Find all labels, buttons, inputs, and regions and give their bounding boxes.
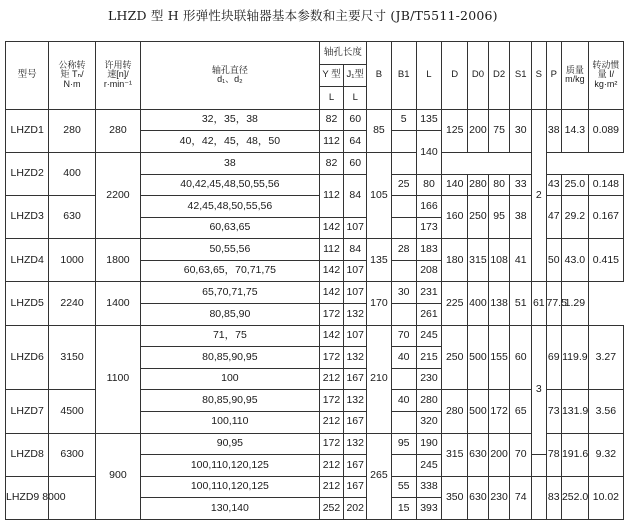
p-cell: 69	[546, 325, 561, 390]
d-cell: 160	[442, 196, 468, 239]
l-cell: 173	[416, 217, 442, 239]
b-cell: 265	[367, 433, 392, 520]
b1-cell: 40	[391, 390, 416, 412]
s1-cell: 41	[510, 239, 532, 282]
mass-cell: 131.9	[561, 390, 588, 433]
len-j-cell: 64	[344, 131, 367, 153]
model-cell: LHZD4	[6, 239, 49, 282]
mass-cell: 43.0	[561, 239, 588, 282]
header-inertia: 转动惯 量 I/ kg·m²	[588, 42, 623, 110]
inertia-cell: 0.089	[588, 109, 623, 152]
bore-cell: 32，35，38	[141, 109, 319, 131]
d0-cell: 315	[468, 239, 489, 282]
header-mass: 质量 m/kg	[561, 42, 588, 110]
bore-cell: 100	[141, 368, 319, 390]
l-cell: 280	[416, 390, 442, 412]
inertia-cell: 0.167	[588, 196, 623, 239]
table-title: LHZD 型 H 形弹性块联轴器基本参数和主要尺寸 (JB/T5511-2006)	[108, 8, 498, 23]
header-len-y: L	[319, 87, 344, 110]
s1-cell: 38	[510, 196, 532, 239]
len-y-cell: 172	[319, 390, 344, 412]
s1-cell: 70	[510, 433, 532, 476]
torque-cell: 280	[49, 109, 95, 152]
p-cell: 47	[546, 196, 561, 239]
d2-cell: 108	[488, 239, 510, 282]
mass-cell: 77.5	[546, 282, 561, 325]
mass-cell: 252.0	[561, 476, 588, 519]
model-cell: LHZD2	[6, 152, 49, 195]
b-cell: 105	[367, 152, 392, 238]
b-cell: 170	[367, 282, 392, 325]
d2-cell: 95	[488, 196, 510, 239]
b1-cell: 28	[391, 239, 416, 261]
p-cell: 78	[546, 433, 561, 476]
d2-cell: 155	[488, 325, 510, 390]
b1-cell	[391, 260, 416, 282]
header-D: D	[442, 42, 468, 110]
inertia-cell: 1.29	[561, 282, 588, 325]
p-cell: 38	[546, 109, 561, 152]
model-cell: LHZD1	[6, 109, 49, 152]
bore-cell: 80,85,90	[141, 304, 319, 326]
b1-cell: 5	[391, 109, 416, 131]
d0-cell: 630	[468, 433, 489, 476]
b1-cell	[391, 152, 416, 174]
d-cell: 225	[442, 282, 468, 325]
len-j-cell: 107	[344, 325, 367, 347]
b1-cell: 40	[391, 347, 416, 369]
d0-cell: 500	[468, 325, 489, 390]
len-y-cell: 172	[319, 433, 344, 455]
p-cell: 73	[546, 390, 561, 433]
b1-cell	[391, 217, 416, 239]
l-cell: 140	[416, 131, 442, 174]
len-y-cell: 212	[319, 476, 344, 498]
s1-cell: 33	[510, 174, 532, 196]
l-cell: 393	[416, 498, 442, 520]
len-j-cell: 132	[344, 390, 367, 412]
len-y-cell: 142	[319, 325, 344, 347]
inertia-cell: 0.148	[588, 174, 623, 196]
speed-cell: 1400	[95, 282, 140, 325]
s1-cell: 60	[510, 325, 532, 390]
len-j-cell: 107	[344, 260, 367, 282]
len-j-cell: 107	[344, 282, 367, 304]
d2-cell: 200	[488, 433, 510, 476]
speed-cell: 1800	[95, 239, 140, 282]
l-cell: 183	[416, 239, 442, 261]
header-speed: 许用转 速[n]/ r·min⁻¹	[95, 42, 140, 110]
bore-cell: 65,70,71,75	[141, 282, 319, 304]
model-cell: LHZD5	[6, 282, 49, 325]
b1-cell	[391, 411, 416, 433]
bore-cell: 60,63,65，70,71,75	[141, 260, 319, 282]
d-cell: 125	[442, 109, 468, 152]
len-j-cell: 107	[344, 217, 367, 239]
len-y-cell: 172	[319, 304, 344, 326]
bore-cell: 80,85,90,95	[141, 347, 319, 369]
len-j-cell: 167	[344, 368, 367, 390]
b1-cell	[391, 131, 416, 153]
model-cell: LHZD6	[6, 325, 49, 390]
torque-cell: 400	[49, 152, 95, 195]
d0-cell: 500	[468, 390, 489, 433]
header-S1: S1	[510, 42, 532, 110]
b1-cell: 95	[391, 433, 416, 455]
l-cell: 245	[416, 325, 442, 347]
inertia-cell: 0.415	[588, 239, 623, 282]
spec-table	[5, 41, 624, 520]
bore-cell: 38	[141, 152, 319, 174]
torque-cell: 630	[49, 196, 95, 239]
b1-cell: 55	[391, 476, 416, 498]
d2-cell: 80	[488, 174, 510, 196]
d0-cell: 200	[468, 109, 489, 152]
l-cell: 231	[416, 282, 442, 304]
len-j-cell: 60	[344, 152, 367, 174]
bore-cell: 130,140	[141, 498, 319, 520]
b1-cell: 70	[391, 325, 416, 347]
s-cell: 2	[532, 109, 546, 282]
l-cell: 338	[416, 476, 442, 498]
len-y-cell: 212	[319, 368, 344, 390]
p-cell: 43	[546, 174, 561, 196]
header-bore: 轴孔直径 d₁、d₂	[141, 42, 319, 110]
d2-cell: 138	[488, 282, 510, 325]
inertia-cell: 10.02	[588, 476, 623, 519]
model-cell: LHZD8	[6, 433, 49, 476]
mass-cell: 29.2	[561, 196, 588, 239]
len-y-cell: 82	[319, 109, 344, 131]
p-cell: 83	[546, 476, 561, 519]
torque-cell: 1000	[49, 239, 95, 282]
header-D0: D0	[468, 42, 489, 110]
header-length: 轴孔长度	[319, 42, 366, 65]
model-cell: LHZD7	[6, 390, 49, 433]
bore-cell: 50,55,56	[141, 239, 319, 261]
d2-cell: 172	[488, 390, 510, 433]
d2-cell: 75	[488, 109, 510, 152]
speed-cell: 1100	[95, 325, 140, 433]
bore-cell: 42,45,48,50,55,56	[141, 196, 319, 218]
bore-cell: 40,42,45,48,50,55,56	[141, 174, 319, 196]
bore-cell: 100,110,120,125	[141, 455, 319, 477]
l-cell: 80	[416, 174, 442, 196]
len-y-cell: 142	[319, 282, 344, 304]
b1-cell	[391, 455, 416, 477]
d-cell: 350	[442, 476, 468, 519]
inertia-cell: 3.27	[588, 325, 623, 390]
torque-cell: 2240	[49, 282, 95, 325]
len-y-cell: 112	[319, 131, 344, 153]
l-cell: 320	[416, 411, 442, 433]
bore-cell: 100,110	[141, 411, 319, 433]
s1-cell: 51	[510, 282, 532, 325]
header-model: 型号	[6, 42, 49, 110]
len-y-cell: 112	[319, 239, 344, 261]
d0-cell: 400	[468, 282, 489, 325]
bore-cell: 60,63,65	[141, 217, 319, 239]
s1-cell: 74	[510, 476, 532, 519]
len-y-cell: 212	[319, 455, 344, 477]
header-B: B	[367, 42, 392, 110]
bore-cell: 71，75	[141, 325, 319, 347]
len-y-cell: 112	[319, 174, 344, 217]
inertia-cell: 9.32	[588, 433, 623, 476]
header-L: L	[416, 42, 442, 110]
l-cell: 245	[416, 455, 442, 477]
len-j-cell: 202	[344, 498, 367, 520]
header-B1: B1	[391, 42, 416, 110]
l-cell: 261	[416, 304, 442, 326]
b1-cell: 25	[391, 174, 416, 196]
mass-cell: 25.0	[561, 174, 588, 196]
model-cell: LHZD9 8000	[6, 476, 49, 519]
len-j-cell: 84	[344, 174, 367, 217]
b-cell: 85	[367, 109, 392, 152]
mass-cell: 14.3	[561, 109, 588, 152]
len-y-cell: 212	[319, 411, 344, 433]
b1-cell	[391, 304, 416, 326]
len-j-cell: 60	[344, 109, 367, 131]
bore-cell: 80,85,90,95	[141, 390, 319, 412]
header-P: P	[546, 42, 561, 110]
s1-cell: 65	[510, 390, 532, 433]
bore-cell: 100,110,120,125	[141, 476, 319, 498]
speed-cell: 900	[95, 433, 140, 520]
len-j-cell: 132	[344, 304, 367, 326]
len-j-cell: 132	[344, 347, 367, 369]
d-cell: 280	[442, 390, 468, 433]
d-cell: 140	[442, 174, 468, 196]
torque-cell: 4500	[49, 390, 95, 433]
d0-cell: 630	[468, 476, 489, 519]
d0-cell: 250	[468, 196, 489, 239]
b1-cell: 30	[391, 282, 416, 304]
l-cell: 190	[416, 433, 442, 455]
b1-cell	[391, 196, 416, 218]
speed-cell: 280	[95, 109, 140, 152]
p-cell: 50	[546, 239, 561, 282]
mass-cell: 119.9	[561, 325, 588, 390]
len-y-cell: 172	[319, 347, 344, 369]
d2-cell: 230	[488, 476, 510, 519]
d-cell: 315	[442, 433, 468, 476]
header-D2: D2	[488, 42, 510, 110]
l-cell: 166	[416, 196, 442, 218]
torque-cell: 6300	[49, 433, 95, 476]
bore-cell: 40，42，45，48，50	[141, 131, 319, 153]
len-j-cell: 167	[344, 476, 367, 498]
b1-cell: 15	[391, 498, 416, 520]
header-len-j: L	[344, 87, 367, 110]
bore-cell: 90,95	[141, 433, 319, 455]
len-y-cell: 142	[319, 260, 344, 282]
l-cell: 135	[416, 109, 442, 131]
inertia-cell: 3.56	[588, 390, 623, 433]
p-cell: 61	[532, 282, 546, 325]
model-cell: LHZD3	[6, 196, 49, 239]
header-torque: 公称转 矩 Tₙ/ N·m	[49, 42, 95, 110]
s1-cell: 30	[510, 109, 532, 152]
b-cell: 135	[367, 239, 392, 282]
len-y-cell: 252	[319, 498, 344, 520]
l-cell: 208	[416, 260, 442, 282]
len-y-cell: 82	[319, 152, 344, 174]
torque-cell: 3150	[49, 325, 95, 390]
header-type-y: Y 型	[319, 64, 344, 87]
b-cell: 210	[367, 325, 392, 433]
header-type-j: J₁型	[344, 64, 367, 87]
len-j-cell: 167	[344, 455, 367, 477]
b1-cell	[391, 368, 416, 390]
d-cell: 180	[442, 239, 468, 282]
d-cell: 250	[442, 325, 468, 390]
len-j-cell: 84	[344, 239, 367, 261]
len-j-cell: 132	[344, 433, 367, 455]
s-cell: 3	[532, 325, 546, 454]
mass-cell: 191.6	[561, 433, 588, 476]
d0-cell: 280	[468, 174, 489, 196]
header-S: S	[532, 42, 546, 110]
speed-cell: 2200	[95, 152, 140, 238]
l-cell: 215	[416, 347, 442, 369]
s-cell	[532, 476, 546, 519]
len-y-cell: 142	[319, 217, 344, 239]
l-cell: 230	[416, 368, 442, 390]
len-j-cell: 167	[344, 411, 367, 433]
